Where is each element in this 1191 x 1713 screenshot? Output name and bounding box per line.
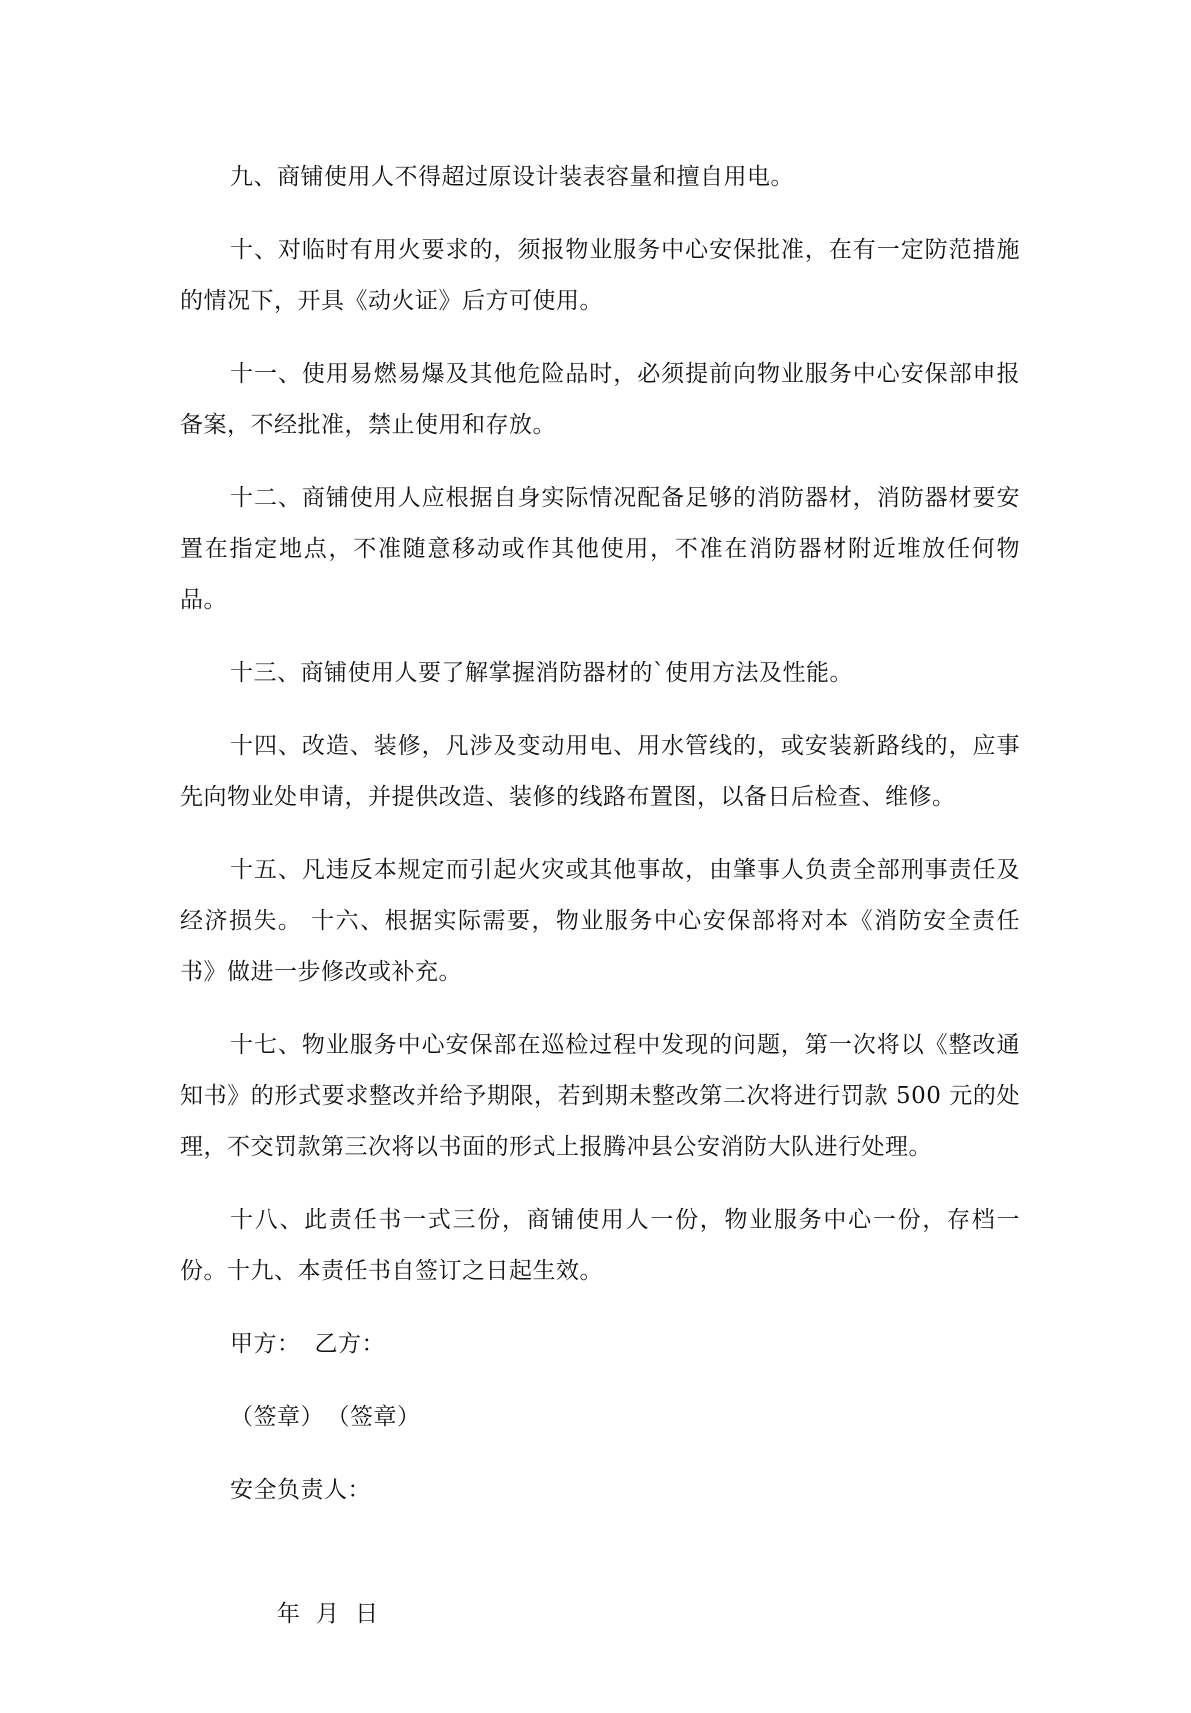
seal-b-label: （签章） [338, 1404, 421, 1430]
date-label: 年 月 日 [276, 1601, 379, 1627]
document-body [180, 152, 1020, 1713]
safety-officer-line [180, 1465, 1020, 1516]
party-a-label: 甲方： [230, 1331, 301, 1357]
clause-17: 十七、物业服务中心安保部在巡检过程中发现的问题，第一次将以《整改通知书》的形式要求整改并给予期限，若到期未整改第二次将进行罚款 500 元的处理，不交罚款第三次将以书面的形式上报腾冲县公安消防大队进行处理。 [180, 1032, 1020, 1160]
date-line [180, 1538, 1020, 1691]
clause-15-16: 十五、凡违反本规定而引起火灾或其他事故，由肇事人负责全部刑事责任及经济损失。 十六、根据实际需要，物业服务中心安保部将对本《消防安全责任书》做进一步修改或补充。 [180, 857, 1020, 985]
clause-14: 十四、改造、装修，凡涉及变动用电、用水管线的，或安装新路线的，应事先向物业处申请，并提供改造、装修的线路布置图，以备日后检查、维修。 [180, 733, 1020, 810]
seal-a-label: （签章） [230, 1404, 324, 1430]
party-b-label: 乙方： [314, 1331, 385, 1357]
clause-13: 十三、商铺使用人要了解掌握消防器材的`使用方法及性能。 [230, 660, 853, 686]
clause-18-19: 十八、此责任书一式三份，商铺使用人一份，物业服务中心一份，存档一份。十九、本责任书自签订之日起生效。 [180, 1207, 1020, 1284]
party-line [180, 1319, 1020, 1370]
clause-12: 十二、商铺使用人应根据自身实际情况配备足够的消防器材，消防器材要安置在指定地点，不准随意移动或作其他使用，不准在消防器材附近堆放任何物品。 [180, 485, 1020, 613]
clause-11: 十一、使用易燃易爆及其他危险品时，必须提前向物业服务中心安保部申报备案，不经批准，禁止使用和存放。 [180, 361, 1020, 438]
clause-9: 九、商铺使用人不得超过原设计装表容量和擅自用电。 [230, 164, 794, 190]
clause-10: 十、对临时有用火要求的，须报物业服务中心安保批准，在有一定防范措施的情况下，开具《动火证》后方可使用。 [180, 237, 1020, 314]
seal-line [180, 1392, 1020, 1443]
safety-officer-label: 安全负责人： [230, 1477, 371, 1503]
